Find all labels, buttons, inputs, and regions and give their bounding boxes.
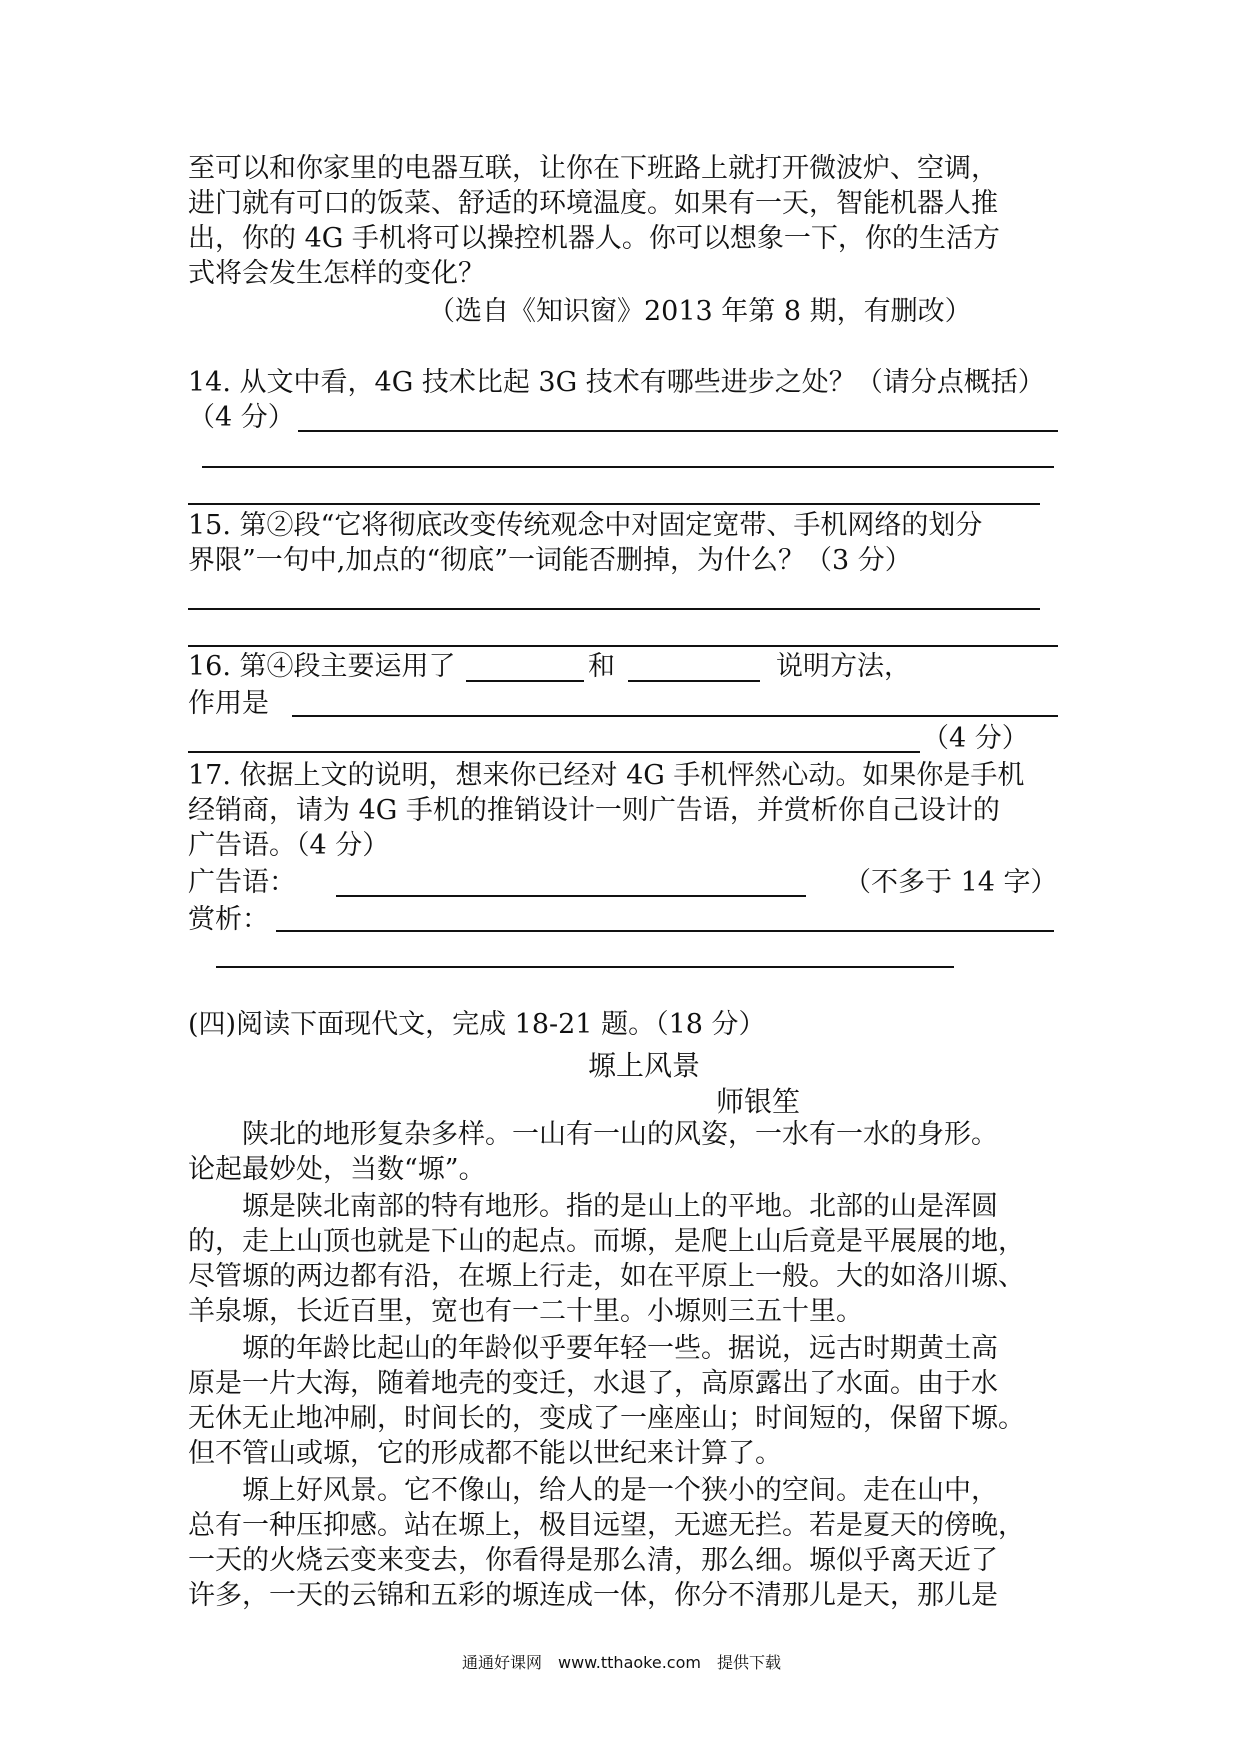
answer-blank-14b[interactable] — [202, 466, 1054, 468]
slogan-limit: （不多于 14 字） — [844, 867, 1058, 898]
article-line: 尽管塬的两边都有沿，在塬上行走，如在平原上一般。大的如洛川塬、 — [188, 1261, 1025, 1292]
slogan-blank[interactable] — [336, 895, 806, 897]
analysis-blank-a[interactable] — [276, 930, 1054, 932]
article-line: 塬上好风景。它不像山，给人的是一个狭小的空间。走在山中， — [188, 1475, 998, 1506]
passage-line: 式将会发生怎样的变化？ — [188, 258, 485, 289]
article-line: 总有一种压抑感。站在塬上，极目远望，无遮无拦。若是夏天的傍晚， — [188, 1510, 1025, 1541]
footer-source: 通通好课网 www.tthaoke.com 提供下载 — [462, 1653, 781, 1672]
answer-blank-16-method1[interactable] — [466, 680, 584, 682]
question-16-part1: 16. 第④段主要运用了 — [188, 651, 456, 682]
question-15-line1: 15. 第②段“它将彻底改变传统观念中对固定宽带、手机网络的划分 — [188, 510, 983, 541]
question-16-line2: 作用是 — [188, 688, 269, 719]
passage-line: 至可以和你家里的电器互联，让你在下班路上就打开微波炉、空调， — [188, 153, 998, 184]
passage-line: 出，你的 4G 手机将可以操控机器人。你可以想象一下，你的生活方 — [188, 223, 1000, 254]
article-line: 许多，一天的云锦和五彩的塬连成一体，你分不清那儿是天，那儿是 — [188, 1580, 998, 1611]
passage-source: （选自《知识窗》2013 年第 8 期，有删改） — [428, 296, 972, 327]
answer-blank-16-method2[interactable] — [628, 680, 760, 682]
article-line: 塬的年龄比起山的年龄似乎要年轻一些。据说，远古时期黄土高 — [188, 1333, 998, 1364]
question-15-line2: 界限”一句中,加点的“彻底”一词能否删掉，为什么？（3 分） — [188, 545, 912, 576]
analysis-label: 赏析： — [188, 904, 269, 935]
question-14: 14. 从文中看，4G 技术比起 3G 技术有哪些进步之处？（请分点概括） — [188, 367, 1045, 398]
article-line: 陕北的地形复杂多样。一山有一山的风姿，一水有一水的身形。 — [188, 1119, 998, 1150]
answer-blank-14a[interactable] — [298, 430, 1058, 432]
answer-blank-16a[interactable] — [292, 715, 1058, 717]
answer-blank-15b[interactable] — [188, 645, 1058, 647]
question-16-part2: 和 — [588, 651, 615, 682]
article-line: 一天的火烧云变来变去，你看得是那么清，那么细。塬似乎离天近了 — [188, 1545, 998, 1576]
article-line: 论起最妙处，当数“塬”。 — [188, 1154, 486, 1185]
question-17-line3: 广告语。（4 分） — [188, 830, 390, 861]
article-line: 但不管山或塬，它的形成都不能以世纪来计算了。 — [188, 1438, 782, 1469]
passage-line: 进门就有可口的饭菜、舒适的环境温度。如果有一天，智能机器人推 — [188, 188, 998, 219]
article-line: 羊泉塬，长近百里，宽也有一二十里。小塬则三五十里。 — [188, 1296, 863, 1327]
article-author: 师银笙 — [716, 1085, 801, 1118]
question-14-score: （4 分） — [188, 402, 295, 433]
slogan-label: 广告语： — [188, 867, 296, 898]
article-title: 塬上风景 — [588, 1049, 701, 1082]
article-line: 的，走上山顶也就是下山的起点。而塬，是爬上山后竟是平展展的地， — [188, 1226, 1025, 1257]
answer-blank-15a[interactable] — [188, 608, 1040, 610]
article-line: 塬是陕北南部的特有地形。指的是山上的平地。北部的山是浑圆 — [188, 1191, 998, 1222]
analysis-blank-b[interactable] — [216, 966, 954, 968]
answer-blank-14c[interactable] — [188, 503, 1040, 505]
question-16-part3: 说明方法， — [776, 651, 911, 682]
question-16-score: （4 分） — [922, 723, 1029, 754]
article-line: 无休无止地冲刷，时间长的，变成了一座座山；时间短的，保留下塬。 — [188, 1403, 1025, 1434]
question-17-line1: 17. 依据上文的说明，想来你已经对 4G 手机怦然心动。如果你是手机 — [188, 760, 1025, 791]
answer-blank-16b[interactable] — [188, 751, 920, 753]
question-17-line2: 经销商，请为 4G 手机的推销设计一则广告语，并赏析你自己设计的 — [188, 795, 1000, 826]
section-heading: (四)阅读下面现代文，完成 18-21 题。（18 分） — [188, 1009, 766, 1040]
article-line: 原是一片大海，随着地壳的变迁，水退了，高原露出了水面。由于水 — [188, 1368, 998, 1399]
